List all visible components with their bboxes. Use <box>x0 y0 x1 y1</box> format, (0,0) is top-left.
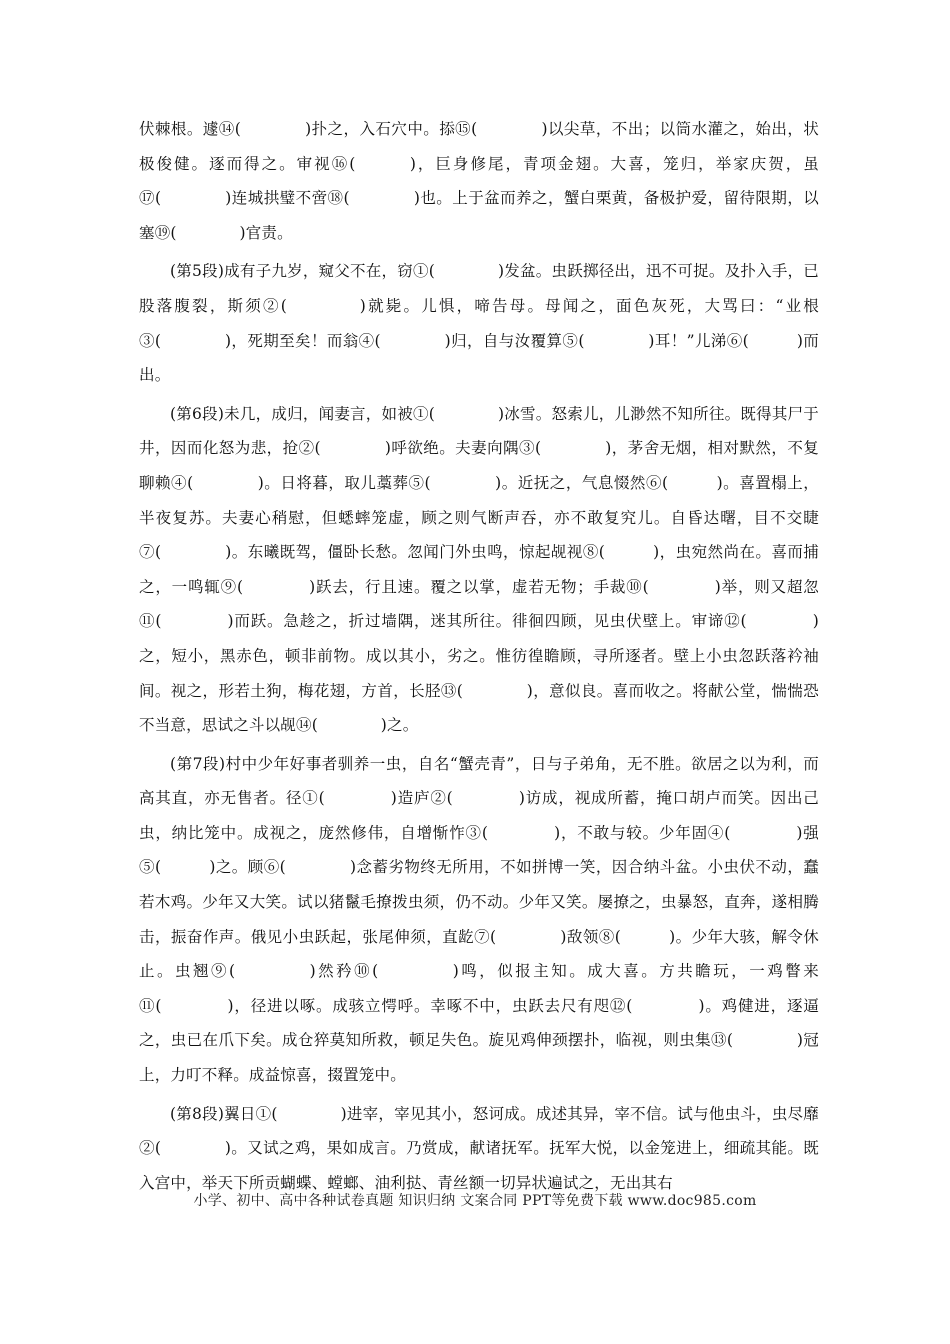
paragraph-5: (第5段)成有子九岁，窥父不在，窃①( )发盆。虫跃掷径出，迅不可捉。及扑入手，已股落腹裂，斯须②( )就毙。儿惧，啼告母。母闻之，面色灰死，大骂曰：“业根③( )，死期至矣！而翁④( )归，自与汝覆算⑤( )耳！”儿涕⑥( )而出。 <box>139 262 819 385</box>
paragraph-6: (第6段)未几，成归，闻妻言，如被①( )冰雪。怒索儿，儿渺然不知所往。既得其尸于井，因而化怒为悲，抢②( )呼欲绝。夫妻向隅③( )，茅舍无烟，相对默然，不复聊赖④( )。日将暮，取儿藁葬⑤( )。近抚之，气息惙然⑥( )。喜置榻上，半夜复苏。夫妻心稍慰，但蟋蟀笼虚，顾之则气断声吞，亦不敢复究儿。自昏达曙，目不交睫⑦( )。东曦既驾，僵卧长愁。忽闻门外虫鸣，惊起觇视⑧( )，虫宛然尚在。喜而捕之，一鸣辄⑨( )跃去，行且速。覆之以掌，虚若无物；手裁⑩( )举，则又超忽⑪( )而跃。急趁之，折过墙隅，迷其所往。徘徊四顾，见虫伏壁上。审谛⑫( )之，短小，黑赤色，顿非前物。成以其小，劣之。惟彷徨瞻顾，寻所逐者。壁上小虫忽跃落衿袖间。视之，形若土狗，梅花翅，方首，长胫⑬( )，意似良。喜而收之。将献公堂，惴惴恐不当意，思试之斗以觇⑭( )之。 <box>139 404 819 735</box>
paragraph-4-end: 伏棘根。遽⑭( )扑之，入石穴中。掭⑮( )以尖草，不出；以筒水灌之，始出，状极俊健。逐而得之。审视⑯( )，巨身修尾，青项金翅。大喜，笼归，举家庆贺，虽⑰( )连城拱璧不啻⑱( )也。上于盆而养之，蟹白栗黄，备极护爱，留待限期，以塞⑲( )官责。 <box>139 120 819 242</box>
page-footer: 小学、初中、高中各种试卷真题 知识归纳 文案合同 PPT等免费下载 www.doc985.com <box>193 1193 757 1209</box>
document-body <box>139 112 819 1204</box>
paragraph-8: (第8段)翼日①( )进宰，宰见其小，怒诃成。成述其异，宰不信。试与他虫斗，虫尽靡②( )。又试之鸡，果如成言。乃赏成，献诸抚军。抚军大悦，以金笼进上，细疏其能。既入宫中，举天下所贡蝴蝶、螳螂、油利挞、青丝额一切异状遍试之，无出其右 <box>139 1104 819 1192</box>
paragraph-7: (第7段)村中少年好事者驯养一虫，自名“蟹壳青”，日与子弟角，无不胜。欲居之以为利，而高其直，亦无售者。径①( )造庐②( )访成，视成所蓄，掩口胡卢而笑。因出己虫，纳比笼中。成视之，庞然修伟，自增惭怍③( )，不敢与较。少年固④( )强⑤( )之。顾⑥( )念蓄劣物终无所用，不如拼博一笑，因合纳斗盆。小虫伏不动，蠢若木鸡。少年又大笑。试以猪鬣毛撩拨虫须，仍不动。少年又笑。屡撩之，虫暴怒，直奔，遂相腾击，振奋作声。俄见小虫跃起，张尾伸须，直龁⑦( )敌领⑧( )。少年大骇，解令休止。虫翘⑨( )然矜⑩( )鸣，似报主知。成大喜。方共瞻玩，一鸡瞥来⑪( )，径进以啄。成骇立愕呼。幸啄不中，虫跃去尺有咫⑫( )。鸡健进，逐逼之，虫已在爪下矣。成仓猝莫知所救，顿足失色。旋见鸡伸颈摆扑，临视，则虫集⑬( )冠上，力叮不释。成益惊喜，掇置笼中。 <box>139 754 819 1085</box>
